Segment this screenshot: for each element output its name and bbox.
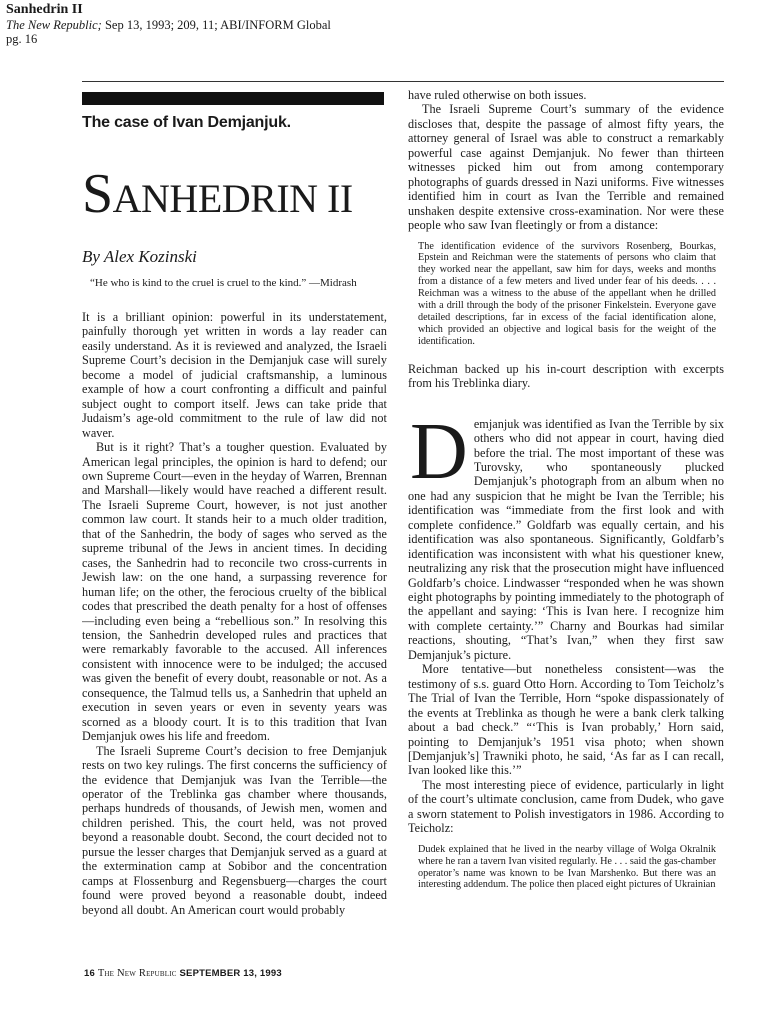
body-paragraph-reichman: Reichman backed up his in-court description with excerpts from his Treblinka diary. bbox=[408, 361, 724, 391]
citation-page: pg. 16 bbox=[6, 32, 38, 46]
body-paragraph-1: It is a brilliant opinion: powerful in its understatement, painfully thorough yet written in words a lay reader can easily understand. As it is reviewed and analyzed, the Israeli Supreme Court’s decision in the Demjanjuk case will surely become a model of judicial craftsmanship, a luminous example of how a court confronting a difficult and painful subject ought to comport itself. Jews can take pride that Judaism’s age-old commitment to the rule of law did not waver. bbox=[82, 310, 387, 440]
article-byline: By Alex Kozinski bbox=[82, 247, 197, 266]
drop-cap-letter: D bbox=[410, 407, 468, 496]
block-quote-dudek: Dudek explained that he lived in the nearby village of Wolga Okralnik where he ran a tavern Ivan visited regularly. He . . . said the gas-chamber operator’s name was known to be Ivan Marshenko. But there was an interesting addendum. The police then placed eight pictures of Ukrainian bbox=[418, 843, 716, 891]
citation-details bbox=[6, 18, 426, 32]
block-quote-identification: The identification evidence of the survivors Rosenberg, Bourkas, Epstein and Reichman were the statements of persons who claim that they worked near the appellant, saw him for days, weeks and months from a distance of a few meters and lived under fear of his deeds. . . . Reichman was a witness to the abuse of the appellant when he drilled with a drill through the body of the prisoner Finkelstein. Everyone gave detailed descriptions, far in excess of the facial identification alone, which provided an objective and logical basis for the weight of the identification. bbox=[418, 240, 716, 347]
footer-page-number: 16 bbox=[84, 968, 95, 979]
body-paragraph-dropcap bbox=[408, 407, 724, 663]
article-epigraph: “He who is kind to the cruel is cruel to the kind.” —Midrash bbox=[90, 277, 357, 289]
citation-publication: The New Republic; bbox=[6, 18, 102, 32]
top-divider bbox=[82, 81, 724, 82]
body-paragraph-dudek: The most interesting piece of evidence, particularly in light of the court’s ultimate conclusion, came from Dudek, who gave a sworn statement to Polish investigators in 1986. According to Teicholz: bbox=[408, 777, 724, 836]
article-kicker: The case of Ivan Demjanjuk. bbox=[82, 114, 291, 131]
body-paragraph-4: have ruled otherwise on both issues. bbox=[408, 88, 587, 102]
left-column bbox=[82, 88, 387, 958]
body-paragraph-5: The Israeli Supreme Court’s summary of the evidence discloses that, despite the passage of almost fifty years, the attorney general of Israel was able to construct a remarkably powerful case against Demjanjuk. No fewer than thirteen witnesses picked him out from among contemporary photographs of guards dressed in Nazi uniforms. Five witnesses identified him in court as Ivan the Terrible and remained unshaken despite extensive cross-examination. Nor were these people who saw Ivan fleetingly or from a distance: bbox=[408, 102, 724, 233]
header-black-bar bbox=[82, 92, 384, 105]
article-headline bbox=[82, 163, 387, 225]
footer-date: SEPTEMBER 13, 1993 bbox=[179, 968, 282, 979]
citation-title: Sanhedrin II bbox=[6, 2, 83, 17]
footer-magazine-name: The New Republic bbox=[97, 968, 177, 979]
headline-initial: S bbox=[82, 163, 113, 225]
body-paragraph-2: But is it right? That’s a tougher question. Evaluated by American legal principles, the opinion is hard to defend; our own Supreme Court—even in the heyday of Warren, Brennan and Marshall—likely would have reached a different result. The Israeli Supreme Court, however, is not just another common law court. It stands heir to a much older tradition, that of the Sanhedrin, the body of sages who served as the supreme tribunal of the Jews in ancient times. In deciding cases, the Sanhedrin had to reconcile two cross-currents in Jewish law: on the one hand, a surpassing reverence for human life; on the other, the ferocious cruelty of the biblical codes that prescribed the death penalty for a host of offenses—including even being a “rebellious son.” In resolving this tension, the Sanhedrin developed rules and practices that were remarkably favorable to the accused. All inferences consistent with innocence were to be indulged; the accused was given the benefit of every doubt, reasonable or not. As a consequence, the Talmud tells us, a Sanhedrin that upheld an execution in seven years or even in seventy years was scorned as a bloody court. It is to this tradition that Ivan Demjanjuk owes his life and freedom. bbox=[82, 440, 387, 744]
source-citation bbox=[6, 2, 426, 46]
page-footer bbox=[84, 968, 282, 979]
right-column bbox=[408, 88, 724, 958]
dropcap-paragraph-text: emjanjuk was identified as Ivan the Terrible by six others who did not appear in court, having died before the trial. The most important of these was Turovsky, who spontaneously plucked Demjanjuk’s photograph from an album when no one had any suspicion that he might be Ivan the Terrible; his identification was “immediate from the first look and with complete confidence.” Goldfarb was equally certain, and his identification was also spontaneous. Significantly, Goldfarb’s identification was inconsistent with what his questioner knew, neutralizing any risk that the prosecution might have influenced Goldfarb’s choice. Lindwasser “responded when he was shown eight photographs by pointing immediately to the photograph of the appellant and saying: ‘This is Ivan here. I recognize him with complete certainty.’” Charny and Bourkas had similar reactions, shouting, “That’s Ivan,” when they first saw Demjanjuk’s picture. bbox=[408, 416, 724, 662]
body-paragraph-3: The Israeli Supreme Court’s decision to free Demjanjuk rests on two key rulings. The first concerns the sufficiency of the evidence that Demjanjuk was Ivan the Terrible—the operator of the Treblinka gas chamber where thousands, perhaps hundreds of thousands, of Jewish men, women and children perished. This, the court held, was not proved beyond a reasonable doubt. Second, the court decided not to pursue the lesser charges that Demjanjuk served as a guard at the extermination camp at Sobibor and the concentration camps at Flossenburg and Regensbuerg—charges the court found were proved beyond a reasonable doubt, indeed beyond all doubt. An American court would probably bbox=[82, 743, 387, 917]
headline-rest: ANHEDRIN II bbox=[112, 176, 353, 221]
body-paragraph-horn: More tentative—but nonetheless consistent—was the testimony of s.s. guard Otto Horn. According to Tom Teicholz’s The Trial of Ivan the Terrible, Horn “spoke dispassionately of the events at Treblinka as though he were a bank clerk talking about a bad check.” “‘This is Ivan probably,’ Horn said, pointing to Demjanjuk’s 1951 visa photo; when shown [Demjanjuk’s] Trawniki photo, he said, ‘As far as I can recall, Ivan looked like this.’” bbox=[408, 662, 724, 778]
citation-issue: Sep 13, 1993; 209, 11; ABI/INFORM Global bbox=[104, 18, 331, 32]
